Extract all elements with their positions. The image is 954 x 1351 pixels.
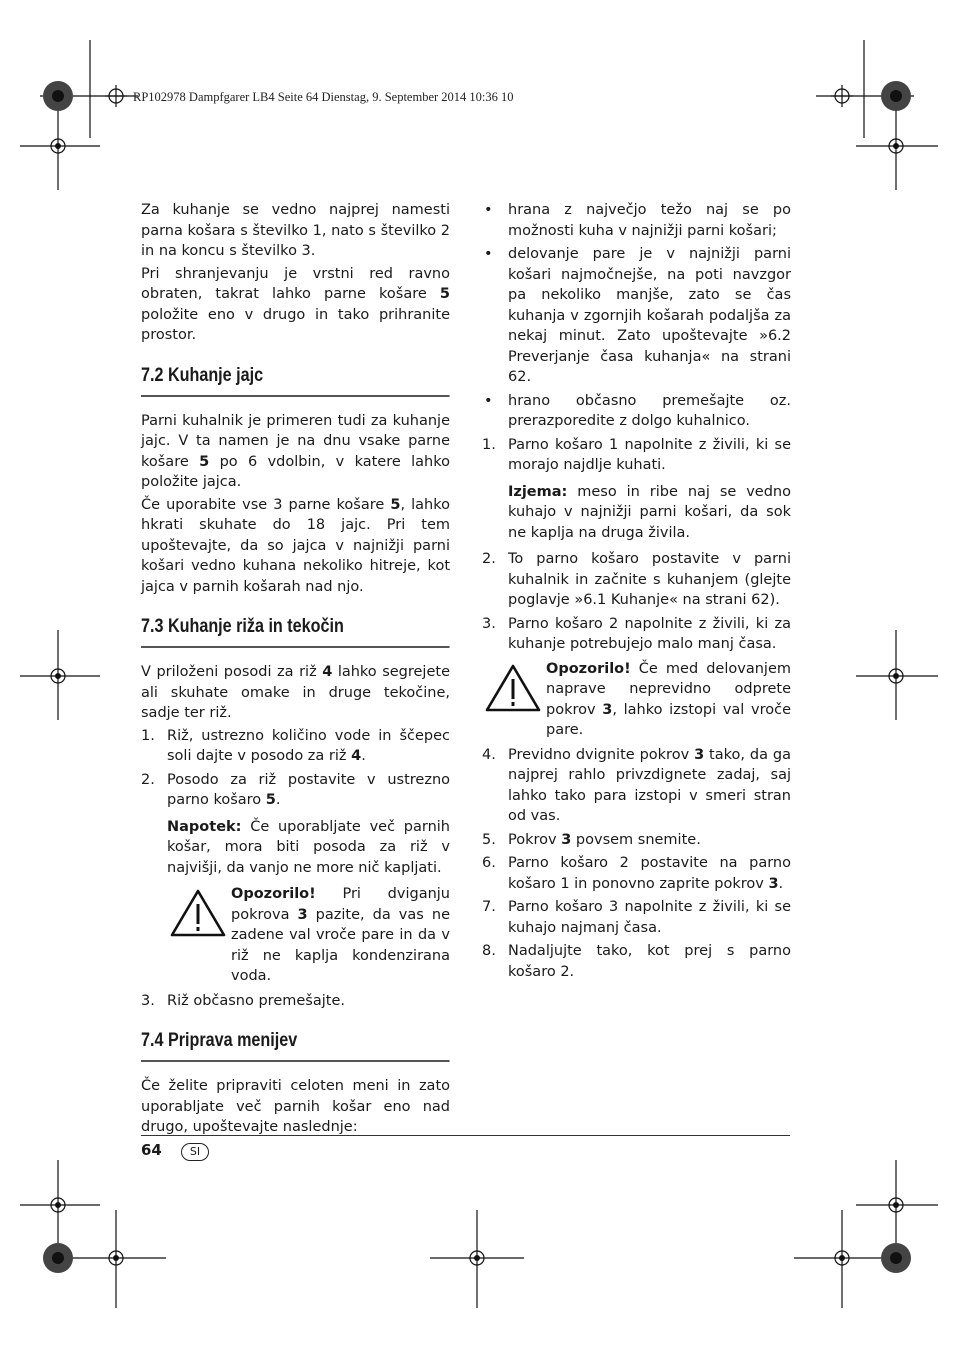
section-heading: 7.4 Priprava menijev bbox=[141, 1029, 450, 1062]
print-header: RP102978 Dampfgarer LB4 Seite 64 Dienstag, 9. September 2014 10:36 10 bbox=[133, 90, 514, 104]
list-item: 2. To parno košaro postavite v parni kuhalnik in začnite s kuhanjem (glejte poglavje »6.1 Kuhanje« na strani 62). bbox=[482, 551, 791, 608]
intro-paragraph-2: Pri shranjevanju je vrstni red ravno obraten, takrat lahko parne košare 5 položite eno v drugo in tako prihranite prostor. bbox=[141, 265, 450, 343]
paragraph: V priloženi posodi za riž 4 lahko segrejete ali skuhate omake in druge tekočine, sadje ter riž. bbox=[141, 664, 450, 721]
warning-block: Opozorilo! Pri dviganju pokrova 3 pazite, da vas ne zadene val vroče pare in da v riž ne kaplja kondenzirana voda. bbox=[141, 884, 450, 987]
bullet-item: • hrano občasno premešajte oz. prerazporedite z dolgo kuhalnico. bbox=[484, 392, 791, 429]
right-column bbox=[482, 200, 791, 985]
list-item: 1. Riž, ustrezno količino vode in ščepec soli dajte v posodo za riž 4. bbox=[141, 727, 450, 764]
warning-triangle-icon bbox=[169, 888, 227, 938]
list-item: 2. Posodo za riž postavite v ustrezno parno košaro 5. bbox=[141, 771, 450, 808]
list-item: 8. Nadaljujte tako, kot prej s parno košaro 2. bbox=[482, 943, 791, 980]
paragraph: Parni kuhalnik je primeren tudi za kuhanje jajc. V ta namen je na dnu vsake parne košare 5 po 6 vdolbin, v katere lahko položite jajca. bbox=[141, 412, 450, 490]
list-item: 7. Parno košaro 3 napolnite z živili, ki se kuhajo najmanj časa. bbox=[482, 899, 791, 936]
section-7-2-heading-wrap bbox=[141, 364, 450, 397]
bullet-item: • delovanje pare je v najnižji parni košari najmočnejše, na poti navzgor pa nekoliko manjše, zato se čas kuhanja v zgornjih košarah podaljša za nekaj minut. Zato upoštevajte »6.2 Preverjanje časa kuhanja« na strani 62. bbox=[484, 246, 791, 385]
section-7-3-heading-wrap bbox=[141, 615, 450, 648]
section-7-4-heading-wrap bbox=[141, 1029, 450, 1062]
tip-note: Napotek: Če uporabljate več parnih košar, mora biti posoda za riž v najvišji, da vanjo ne more nič kapljati. bbox=[167, 818, 450, 876]
warning-block: Opozorilo! Če med delovanjem naprave neprevidno odprete pokrov 3, lahko izstopi val vroče pare. bbox=[482, 659, 791, 741]
paragraph: Če uporabite vse 3 parne košare 5, lahko hkrati skuhate do 18 jajc. Pri tem upoštevajte, da so jajca v najnižji parni košari vedno kuhana nekoliko hitreje, kot jajca v parnih košarah nad njo. bbox=[141, 496, 450, 595]
page-number: 64 bbox=[141, 1141, 162, 1159]
list-item: 5. Pokrov 3 povsem snemite. bbox=[482, 831, 701, 848]
left-column bbox=[141, 200, 450, 1140]
intro-paragraph-1: Za kuhanje se vedno najprej namesti parna košara s številko 1, nato s številko 2 in na koncu s številko 3. bbox=[141, 202, 450, 259]
bullet-item: • hrana z največjo težo naj se po možnosti kuha v najnižji parni košari; bbox=[484, 202, 791, 239]
paragraph: Če želite pripraviti celoten meni in zato uporabljate več parnih košar eno nad drugo, upoštevajte naslednje: bbox=[141, 1078, 450, 1135]
footer-divider bbox=[141, 1135, 790, 1136]
language-badge: SI bbox=[181, 1143, 209, 1161]
list-item: 3. Riž občasno premešajte. bbox=[141, 992, 345, 1009]
section-heading: 7.2 Kuhanje jajc bbox=[141, 364, 450, 397]
list-item: 4. Previdno dvignite pokrov 3 tako, da ga najprej rahlo privzdignete zadaj, saj lahko tako para izstopi v smeri stran od vas. bbox=[482, 746, 791, 824]
list-item: 3. Parno košaro 2 napolnite z živili, ki za kuhanje potrebujejo malo manj časa. bbox=[482, 615, 791, 652]
section-heading: 7.3 Kuhanje riža in tekočin bbox=[141, 615, 450, 648]
exception-note: Izjema: meso in ribe naj se vedno kuhajo v najnižji parni košari, da sok ne kaplja na druga živila. bbox=[508, 483, 791, 541]
list-item: 1. Parno košaro 1 napolnite z živili, ki se morajo najdlje kuhati. bbox=[482, 436, 791, 473]
warning-triangle-icon bbox=[484, 663, 542, 713]
list-item: 6. Parno košaro 2 postavite na parno košaro 1 in ponovno zaprite pokrov 3. bbox=[482, 855, 791, 892]
